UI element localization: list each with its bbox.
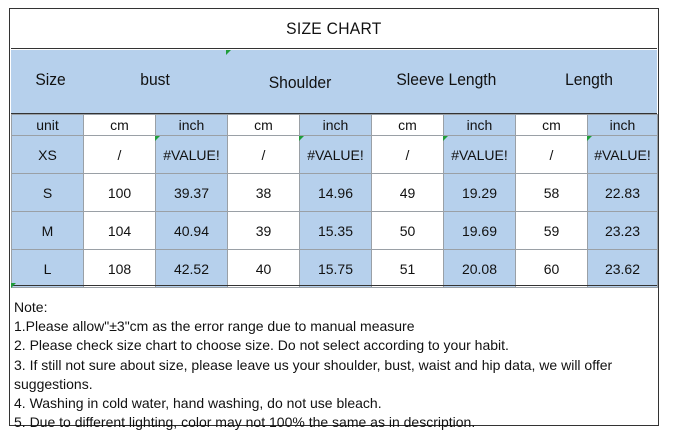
table-cell: 100 [84, 174, 156, 212]
unit-cell: cm [84, 115, 156, 136]
table-cell: 50 [372, 212, 444, 250]
header-bust: bust [140, 70, 170, 89]
table-cell: 22.83 [588, 174, 658, 212]
table-cell: / [228, 136, 300, 174]
table-cell: 23.23 [588, 212, 658, 250]
title-row [11, 10, 657, 49]
cell-comment-marker [587, 136, 592, 141]
table-row [12, 212, 658, 250]
table-cell: / [516, 136, 588, 174]
table-cell: 39 [228, 212, 300, 250]
table-cell: 15.35 [300, 212, 372, 250]
header-size: Size [35, 70, 66, 89]
header-shoulder: Shoulder [268, 73, 332, 92]
table-cell: #VALUE! [588, 136, 658, 174]
note-item: 1.Please allow"±3"cm as the error range due to manual measure [14, 318, 415, 335]
unit-cell: cm [516, 115, 588, 136]
header-length: Length [565, 70, 613, 89]
unit-cell: cm [372, 115, 444, 136]
table-cell: / [84, 136, 156, 174]
table-cell: / [372, 136, 444, 174]
cell-comment-marker [155, 136, 160, 141]
note-heading: Note: [14, 299, 48, 315]
table-cell: 19.29 [444, 174, 516, 212]
unit-label: unit [12, 115, 84, 136]
table-row [12, 174, 658, 212]
size-label: XS [12, 136, 84, 174]
size-label: L [12, 250, 84, 288]
unit-cell: inch [588, 115, 658, 136]
table-cell: 49 [372, 174, 444, 212]
size-label: S [12, 174, 84, 212]
table-cell: 23.62 [588, 250, 658, 288]
unit-cell: inch [444, 115, 516, 136]
chart-title: SIZE CHART [286, 19, 382, 38]
note-item: 5. Due to different lighting, color may not 100% the same as in description. [14, 414, 476, 431]
unit-row [12, 115, 658, 136]
unit-cell: inch [156, 115, 228, 136]
table-cell: 20.08 [444, 250, 516, 288]
note-item: 3. If still not sure about size, please leave us your shoulder, bust, waist and hip data, we will offer suggestions. [14, 356, 613, 392]
table-cell: 58 [516, 174, 588, 212]
table-cell: 38 [228, 174, 300, 212]
table-cell: 104 [84, 212, 156, 250]
table-row [12, 250, 658, 288]
table-cell: 42.52 [156, 250, 228, 288]
cell-comment-marker [443, 136, 448, 141]
table-cell: #VALUE! [444, 136, 516, 174]
notes-section [11, 285, 657, 431]
header-row [11, 50, 657, 114]
note-item: 2. Please check size chart to choose size. Do not select according to your habit. [14, 337, 509, 354]
note-item: 4. Washing in cold water, hand washing, do not use bleach. [14, 395, 382, 412]
table-cell: #VALUE! [156, 136, 228, 174]
table-cell: 15.75 [300, 250, 372, 288]
cell-comment-marker [299, 136, 304, 141]
table-cell: 14.96 [300, 174, 372, 212]
header-sleeve-length: Sleeve Length [396, 70, 497, 89]
table-cell: 19.69 [444, 212, 516, 250]
cell-comment-marker [11, 283, 16, 288]
unit-cell: cm [228, 115, 300, 136]
size-label: M [12, 212, 84, 250]
table-cell: 39.37 [156, 174, 228, 212]
table-cell: 40 [228, 250, 300, 288]
table-cell: 51 [372, 250, 444, 288]
table-cell: 108 [84, 250, 156, 288]
size-table [11, 114, 658, 288]
table-cell: 40.94 [156, 212, 228, 250]
table-row [12, 136, 658, 174]
table-cell: 59 [516, 212, 588, 250]
cell-comment-marker [226, 50, 231, 55]
size-chart-frame [9, 8, 659, 431]
table-cell: 60 [516, 250, 588, 288]
unit-cell: inch [300, 115, 372, 136]
table-cell: #VALUE! [300, 136, 372, 174]
